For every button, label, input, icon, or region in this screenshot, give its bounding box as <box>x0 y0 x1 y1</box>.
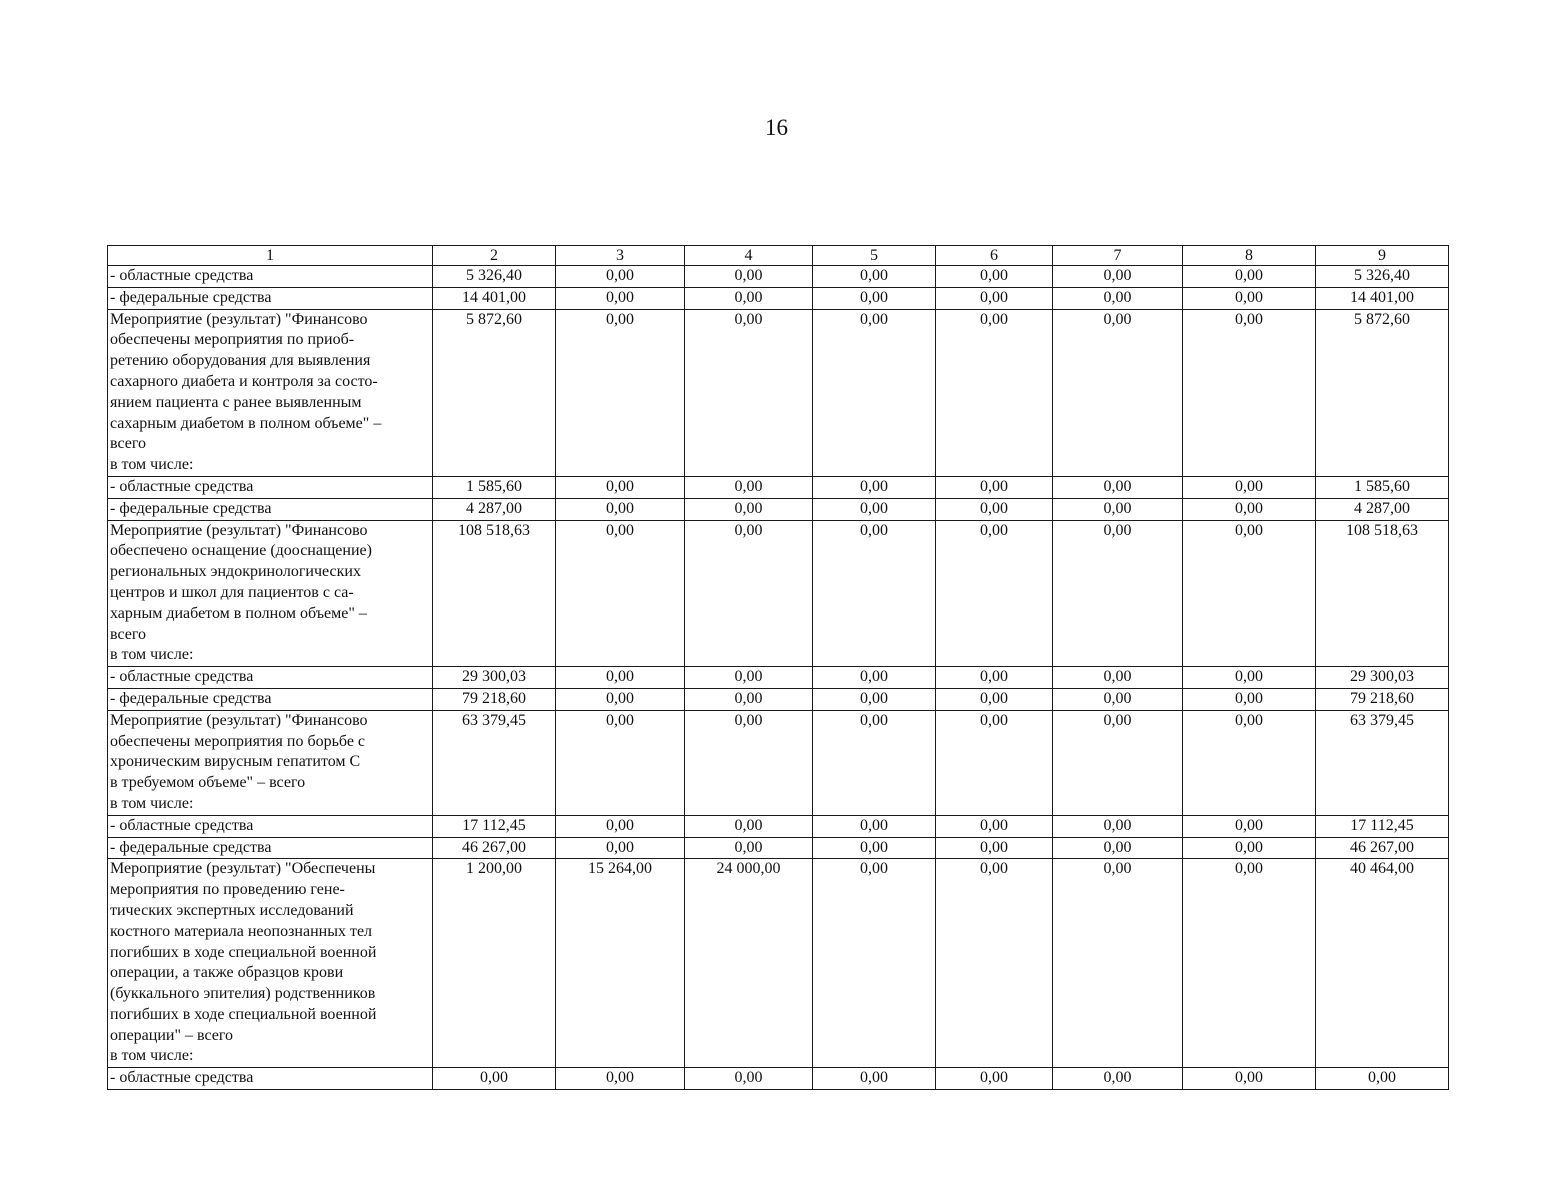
value-cell: 108 518,63 <box>433 520 556 667</box>
table-row <box>108 1068 1449 1090</box>
value-cell: 17 112,45 <box>433 815 556 837</box>
value-cell: 0,00 <box>813 287 936 309</box>
table-row <box>108 309 1449 476</box>
value-cell: 0,00 <box>936 667 1053 689</box>
value-cell: 0,00 <box>936 520 1053 667</box>
value-cell: 0,00 <box>1183 287 1316 309</box>
value-cell: 0,00 <box>813 859 936 1068</box>
budget-table <box>107 245 1449 1090</box>
table-row <box>108 859 1449 1068</box>
value-cell: 0,00 <box>556 837 685 859</box>
value-cell: 0,00 <box>556 667 685 689</box>
row-label-cell <box>108 688 433 710</box>
value-cell: 40 464,00 <box>1316 859 1449 1068</box>
value-cell: 0,00 <box>1053 309 1183 476</box>
value-cell: 0,00 <box>1183 476 1316 498</box>
column-number-header: 1 <box>108 246 433 266</box>
table-row <box>108 498 1449 520</box>
value-cell: 0,00 <box>936 1068 1053 1090</box>
value-cell: 0,00 <box>556 498 685 520</box>
value-cell: 0,00 <box>685 710 813 815</box>
value-cell: 0,00 <box>1183 520 1316 667</box>
row-label-cell <box>108 476 433 498</box>
column-number-header: 4 <box>685 246 813 266</box>
row-label-cell <box>108 266 433 288</box>
value-cell: 0,00 <box>1053 859 1183 1068</box>
value-cell: 0,00 <box>1053 476 1183 498</box>
value-cell: 0,00 <box>813 837 936 859</box>
row-label: - федеральные средства <box>110 288 272 306</box>
value-cell: 0,00 <box>685 287 813 309</box>
row-label: - областные средства <box>110 816 254 834</box>
value-cell: 0,00 <box>936 498 1053 520</box>
row-label: - областные средства <box>110 1069 254 1087</box>
value-cell: 0,00 <box>813 309 936 476</box>
value-cell: 0,00 <box>1183 710 1316 815</box>
table-row <box>108 837 1449 859</box>
value-cell: 63 379,45 <box>433 710 556 815</box>
value-cell: 0,00 <box>556 815 685 837</box>
value-cell: 0,00 <box>685 688 813 710</box>
value-cell: 0,00 <box>1183 309 1316 476</box>
row-label: Мероприятие (результат) "Финансово обеспечены мероприятия по приоб- ретению оборудования для выявления сахарного диабета и контроля за состо- янием пациента с ранее выявленным сахарным диабетом в полном объеме" – всего в том числе: <box>110 310 382 474</box>
value-cell: 0,00 <box>936 309 1053 476</box>
value-cell: 0,00 <box>1183 815 1316 837</box>
value-cell: 0,00 <box>936 710 1053 815</box>
value-cell: 0,00 <box>685 520 813 667</box>
value-cell: 0,00 <box>1183 859 1316 1068</box>
value-cell: 0,00 <box>1183 837 1316 859</box>
value-cell: 0,00 <box>1053 498 1183 520</box>
value-cell: 0,00 <box>685 667 813 689</box>
value-cell: 0,00 <box>556 287 685 309</box>
value-cell: 0,00 <box>1053 710 1183 815</box>
value-cell: 0,00 <box>556 476 685 498</box>
row-label-cell <box>108 815 433 837</box>
value-cell: 5 872,60 <box>433 309 556 476</box>
value-cell: 0,00 <box>813 476 936 498</box>
page-number: 16 <box>765 115 788 140</box>
value-cell: 0,00 <box>813 815 936 837</box>
value-cell: 0,00 <box>556 688 685 710</box>
column-number-row <box>108 246 1449 266</box>
value-cell: 108 518,63 <box>1316 520 1449 667</box>
table-row <box>108 520 1449 667</box>
value-cell: 0,00 <box>1053 266 1183 288</box>
value-cell: 0,00 <box>685 266 813 288</box>
value-cell: 0,00 <box>813 688 936 710</box>
value-cell: 0,00 <box>685 476 813 498</box>
value-cell: 24 000,00 <box>685 859 813 1068</box>
value-cell: 5 326,40 <box>433 266 556 288</box>
value-cell: 0,00 <box>685 498 813 520</box>
value-cell: 79 218,60 <box>1316 688 1449 710</box>
row-label-cell <box>108 520 433 667</box>
value-cell: 0,00 <box>936 815 1053 837</box>
column-number-header: 9 <box>1316 246 1449 266</box>
value-cell: 15 264,00 <box>556 859 685 1068</box>
value-cell: 29 300,03 <box>1316 667 1449 689</box>
value-cell: 0,00 <box>1316 1068 1449 1090</box>
table-row <box>108 667 1449 689</box>
value-cell: 0,00 <box>556 710 685 815</box>
value-cell: 5 872,60 <box>1316 309 1449 476</box>
table-row <box>108 815 1449 837</box>
value-cell: 0,00 <box>1053 837 1183 859</box>
value-cell: 79 218,60 <box>433 688 556 710</box>
row-label-cell <box>108 1068 433 1090</box>
value-cell: 1 585,60 <box>433 476 556 498</box>
value-cell: 0,00 <box>1053 688 1183 710</box>
row-label: Мероприятие (результат) "Обеспечены мероприятия по проведению гене- тических экспертных исследований костного материала неопознанных тел погибших в ходе специальной военной операции, а также образцов крови (буккального эпителия) родственников погибших в ходе специальной военной операции" – всего в том числе: <box>110 860 377 1065</box>
row-label-cell <box>108 498 433 520</box>
value-cell: 0,00 <box>1053 815 1183 837</box>
value-cell: 0,00 <box>936 859 1053 1068</box>
value-cell: 0,00 <box>556 1068 685 1090</box>
value-cell: 63 379,45 <box>1316 710 1449 815</box>
row-label: - федеральные средства <box>110 499 272 517</box>
value-cell: 0,00 <box>1053 1068 1183 1090</box>
row-label: - областные средства <box>110 668 254 686</box>
table-row <box>108 287 1449 309</box>
value-cell: 4 287,00 <box>433 498 556 520</box>
value-cell: 1 585,60 <box>1316 476 1449 498</box>
value-cell: 0,00 <box>936 688 1053 710</box>
value-cell: 0,00 <box>813 520 936 667</box>
value-cell: 0,00 <box>1183 667 1316 689</box>
value-cell: 0,00 <box>1053 520 1183 667</box>
column-number-header: 3 <box>556 246 685 266</box>
value-cell: 0,00 <box>813 498 936 520</box>
value-cell: 0,00 <box>936 476 1053 498</box>
value-cell: 0,00 <box>1053 287 1183 309</box>
value-cell: 29 300,03 <box>433 667 556 689</box>
value-cell: 0,00 <box>1183 498 1316 520</box>
row-label: Мероприятие (результат) "Финансово обеспечено оснащение (дооснащение) региональных эндокринологических центров и школ для пациентов с са- харным диабетом в полном объеме" – всего в том числе: <box>110 521 372 664</box>
value-cell: 17 112,45 <box>1316 815 1449 837</box>
value-cell: 0,00 <box>813 710 936 815</box>
value-cell: 46 267,00 <box>433 837 556 859</box>
value-cell: 1 200,00 <box>433 859 556 1068</box>
row-label-cell <box>108 287 433 309</box>
value-cell: 0,00 <box>1183 1068 1316 1090</box>
value-cell: 0,00 <box>813 266 936 288</box>
value-cell: 4 287,00 <box>1316 498 1449 520</box>
row-label: - областные средства <box>110 477 254 495</box>
row-label-cell <box>108 859 433 1068</box>
value-cell: 0,00 <box>1183 266 1316 288</box>
row-label: - федеральные средства <box>110 838 272 856</box>
value-cell: 0,00 <box>556 266 685 288</box>
table-row <box>108 266 1449 288</box>
value-cell: 0,00 <box>936 266 1053 288</box>
column-number-header: 7 <box>1053 246 1183 266</box>
value-cell: 0,00 <box>685 815 813 837</box>
row-label: - федеральные средства <box>110 689 272 707</box>
table-row <box>108 476 1449 498</box>
value-cell: 0,00 <box>685 1068 813 1090</box>
value-cell: 0,00 <box>936 287 1053 309</box>
row-label-cell <box>108 837 433 859</box>
column-number-header: 5 <box>813 246 936 266</box>
value-cell: 46 267,00 <box>1316 837 1449 859</box>
row-label-cell <box>108 309 433 476</box>
value-cell: 0,00 <box>556 520 685 667</box>
row-label: - областные средства <box>110 267 254 284</box>
value-cell: 14 401,00 <box>433 287 556 309</box>
value-cell: 0,00 <box>685 837 813 859</box>
table-row <box>108 688 1449 710</box>
row-label-cell <box>108 667 433 689</box>
value-cell: 0,00 <box>1053 667 1183 689</box>
value-cell: 5 326,40 <box>1316 266 1449 288</box>
value-cell: 0,00 <box>433 1068 556 1090</box>
column-number-header: 6 <box>936 246 1053 266</box>
value-cell: 0,00 <box>936 837 1053 859</box>
value-cell: 0,00 <box>556 309 685 476</box>
value-cell: 0,00 <box>813 667 936 689</box>
column-number-header: 2 <box>433 246 556 266</box>
value-cell: 0,00 <box>813 1068 936 1090</box>
table-row <box>108 710 1449 815</box>
value-cell: 14 401,00 <box>1316 287 1449 309</box>
value-cell: 0,00 <box>1183 688 1316 710</box>
column-number-header: 8 <box>1183 246 1316 266</box>
row-label-cell <box>108 710 433 815</box>
value-cell: 0,00 <box>685 309 813 476</box>
row-label: Мероприятие (результат) "Финансово обеспечены мероприятия по борьбе с хроническим вирусным гепатитом С в требуемом объеме" – всего в том числе: <box>110 711 368 812</box>
